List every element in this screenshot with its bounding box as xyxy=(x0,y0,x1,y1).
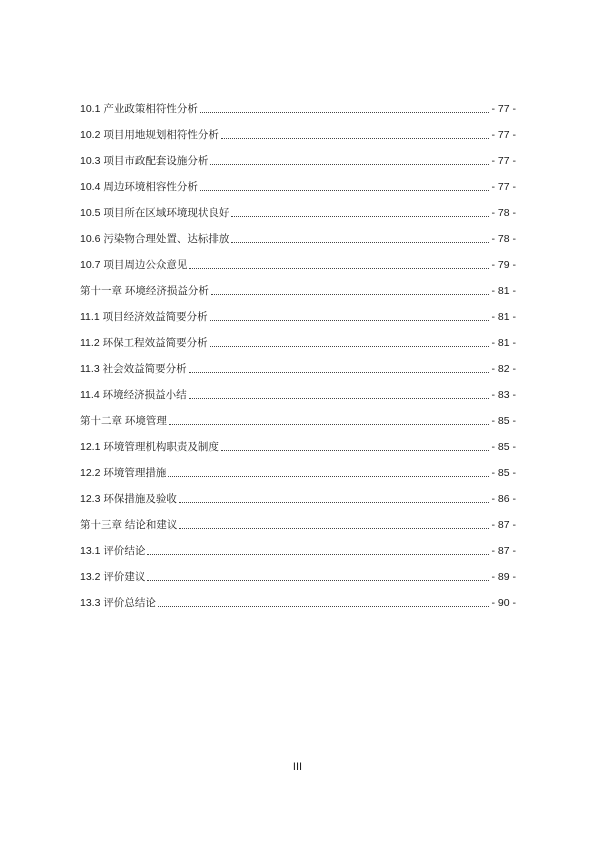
toc-entry[interactable] xyxy=(80,558,516,584)
toc-dot-leader xyxy=(210,320,490,321)
toc-entry-title: 第十二章 环境管理 xyxy=(80,415,167,427)
toc-entry-page: - 81 - xyxy=(491,337,516,349)
toc-entry-title: 10.5 项目所在区域环境现状良好 xyxy=(80,207,230,219)
toc-entry-title: 11.1 项目经济效益简要分析 xyxy=(80,311,208,323)
toc-entry-title: 13.1 评价结论 xyxy=(80,545,146,557)
toc-entry-title: 第十一章 环境经济损益分析 xyxy=(80,285,209,297)
toc-entry-title: 10.2 项目用地规划相符性分析 xyxy=(80,129,219,141)
toc-entry[interactable] xyxy=(80,142,516,168)
toc-dot-leader xyxy=(231,216,489,217)
toc-entry-page: - 78 - xyxy=(491,207,516,219)
toc-entry[interactable] xyxy=(80,584,516,610)
toc-entry-title: 10.3 项目市政配套设施分析 xyxy=(80,155,209,167)
toc-entry-page: - 83 - xyxy=(491,389,516,401)
toc-entry[interactable] xyxy=(80,376,516,402)
toc-dot-leader xyxy=(158,606,490,607)
toc-entry[interactable] xyxy=(80,532,516,558)
table-of-contents xyxy=(80,90,516,610)
toc-entry[interactable] xyxy=(80,428,516,454)
toc-dot-leader xyxy=(189,372,490,373)
toc-dot-leader xyxy=(210,346,490,347)
toc-entry-title: 10.4 周边环境相容性分析 xyxy=(80,181,198,193)
toc-dot-leader xyxy=(231,242,489,243)
toc-entry-page: - 85 - xyxy=(491,415,516,427)
toc-entry-page: - 81 - xyxy=(491,285,516,297)
toc-entry-page: - 77 - xyxy=(491,103,516,115)
toc-entry[interactable] xyxy=(80,246,516,272)
toc-entry-page: - 77 - xyxy=(491,181,516,193)
toc-entry-title: 10.7 项目周边公众意见 xyxy=(80,259,188,271)
toc-entry[interactable] xyxy=(80,168,516,194)
toc-dot-leader xyxy=(147,554,489,555)
toc-entry-page: - 86 - xyxy=(491,493,516,505)
toc-entry[interactable] xyxy=(80,402,516,428)
toc-dot-leader xyxy=(200,190,490,191)
toc-entry-page: - 89 - xyxy=(491,571,516,583)
toc-entry-title: 12.1 环境管理机构职责及制度 xyxy=(80,441,219,453)
toc-dot-leader xyxy=(179,502,490,503)
toc-entry-title: 10.1 产业政策相符性分析 xyxy=(80,103,198,115)
toc-entry-title: 11.4 环境经济损益小结 xyxy=(80,389,187,401)
toc-dot-leader xyxy=(211,294,490,295)
toc-entry-page: - 77 - xyxy=(491,129,516,141)
toc-entry-title: 12.3 环保措施及验收 xyxy=(80,493,177,505)
toc-entry[interactable] xyxy=(80,298,516,324)
toc-entry-page: - 81 - xyxy=(491,311,516,323)
toc-entry-title: 10.6 污染物合理处置、达标排放 xyxy=(80,233,230,245)
toc-dot-leader xyxy=(210,164,489,165)
toc-entry[interactable] xyxy=(80,350,516,376)
toc-dot-leader xyxy=(200,112,490,113)
toc-dot-leader xyxy=(221,138,490,139)
toc-entry-page: - 85 - xyxy=(491,441,516,453)
toc-dot-leader xyxy=(147,580,489,581)
toc-entry[interactable] xyxy=(80,454,516,480)
toc-dot-leader xyxy=(189,268,489,269)
toc-entry-page: - 79 - xyxy=(491,259,516,271)
toc-dot-leader xyxy=(169,424,490,425)
toc-dot-leader xyxy=(189,398,490,399)
toc-entry[interactable] xyxy=(80,272,516,298)
toc-entry-title: 11.3 社会效益简要分析 xyxy=(80,363,187,375)
page-number: III xyxy=(292,761,303,773)
toc-entry-page: - 85 - xyxy=(491,467,516,479)
toc-entry[interactable] xyxy=(80,480,516,506)
toc-entry[interactable] xyxy=(80,90,516,116)
toc-entry[interactable] xyxy=(80,220,516,246)
toc-dot-leader xyxy=(168,476,489,477)
toc-entry[interactable] xyxy=(80,116,516,142)
toc-entry-title: 第十三章 结论和建议 xyxy=(80,519,178,531)
toc-entry-page: - 87 - xyxy=(491,519,516,531)
toc-entry[interactable] xyxy=(80,506,516,532)
toc-entry[interactable] xyxy=(80,194,516,220)
toc-entry-page: - 87 - xyxy=(491,545,516,557)
toc-entry-page: - 82 - xyxy=(491,363,516,375)
toc-entry-page: - 90 - xyxy=(491,597,516,609)
toc-dot-leader xyxy=(179,528,489,529)
toc-entry[interactable] xyxy=(80,324,516,350)
toc-entry-page: - 78 - xyxy=(491,233,516,245)
toc-entry-page: - 77 - xyxy=(491,155,516,167)
toc-entry-title: 13.2 评价建议 xyxy=(80,571,146,583)
toc-entry-title: 12.2 环境管理措施 xyxy=(80,467,167,479)
toc-dot-leader xyxy=(221,450,490,451)
toc-entry-title: 13.3 评价总结论 xyxy=(80,597,156,609)
toc-entry-title: 11.2 环保工程效益简要分析 xyxy=(80,337,208,349)
